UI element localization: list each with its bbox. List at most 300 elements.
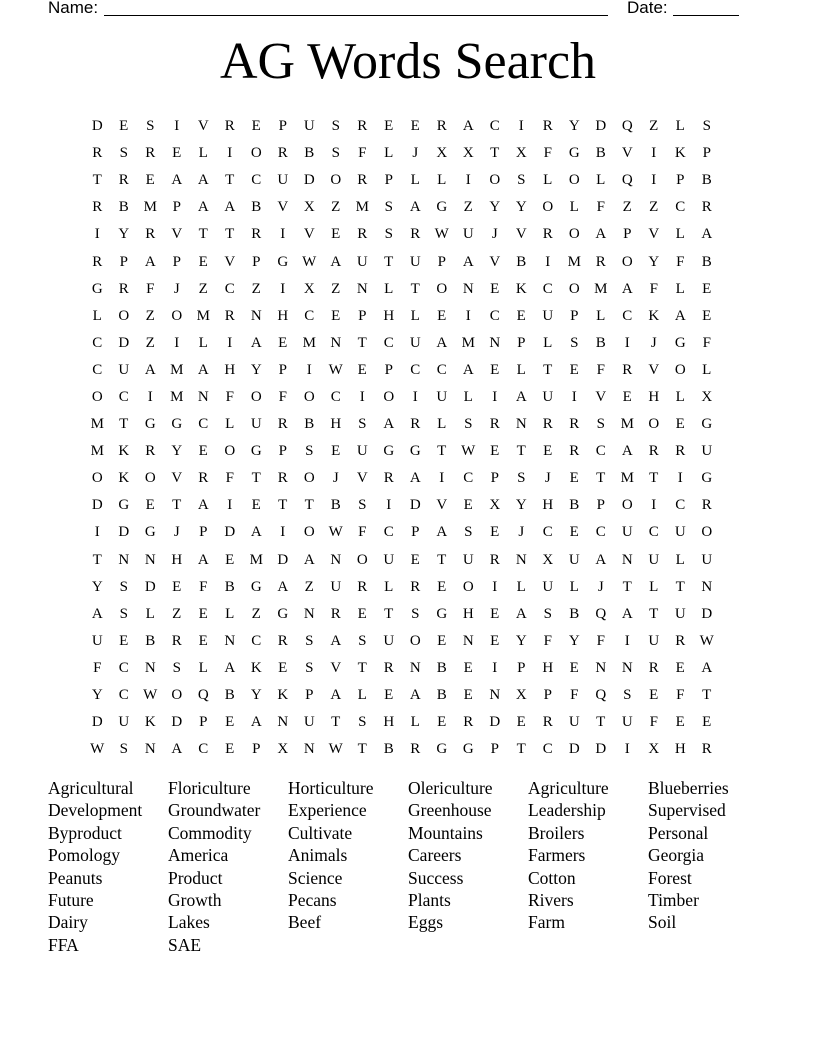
grid-cell[interactable]: G: [144, 416, 156, 433]
grid-cell[interactable]: Z: [622, 199, 632, 216]
grid-cell[interactable]: Z: [145, 334, 155, 351]
grid-cell[interactable]: A: [197, 497, 209, 514]
grid-cell[interactable]: L: [145, 605, 155, 622]
grid-cell[interactable]: B: [304, 416, 315, 433]
grid-cell[interactable]: S: [596, 416, 605, 433]
grid-cell[interactable]: T: [649, 470, 659, 487]
grid-cell[interactable]: S: [119, 605, 128, 622]
grid-cell[interactable]: K: [277, 687, 289, 704]
grid-cell[interactable]: C: [383, 334, 394, 351]
grid-cell[interactable]: I: [174, 334, 180, 351]
grid-cell[interactable]: R: [542, 118, 553, 135]
grid-cell[interactable]: Z: [145, 307, 155, 324]
grid-cell[interactable]: P: [278, 443, 287, 460]
grid-cell[interactable]: W: [699, 632, 714, 649]
grid-cell[interactable]: E: [172, 145, 182, 162]
grid-cell[interactable]: H: [648, 388, 660, 405]
grid-cell[interactable]: T: [172, 497, 182, 514]
grid-cell[interactable]: R: [701, 497, 712, 514]
grid-cell[interactable]: T: [596, 470, 606, 487]
grid-cell[interactable]: T: [251, 470, 261, 487]
grid-cell[interactable]: I: [651, 145, 657, 162]
grid-cell[interactable]: I: [518, 118, 524, 135]
grid-cell[interactable]: C: [118, 659, 129, 676]
grid-cell[interactable]: B: [330, 497, 341, 514]
grid-cell[interactable]: P: [172, 253, 181, 270]
grid-cell[interactable]: P: [252, 253, 261, 270]
grid-cell[interactable]: O: [648, 416, 660, 433]
grid-cell[interactable]: D: [91, 118, 103, 135]
grid-cell[interactable]: E: [490, 524, 500, 541]
grid-cell[interactable]: B: [304, 145, 315, 162]
grid-cell[interactable]: E: [357, 605, 367, 622]
grid-cell[interactable]: O: [356, 551, 368, 568]
grid-cell[interactable]: E: [278, 334, 288, 351]
grid-cell[interactable]: O: [409, 632, 421, 649]
grid-cell[interactable]: O: [621, 253, 633, 270]
grid-cell[interactable]: Z: [463, 199, 473, 216]
grid-cell[interactable]: U: [648, 632, 660, 649]
grid-cell[interactable]: D: [91, 714, 103, 731]
grid-cell[interactable]: U: [383, 632, 395, 649]
grid-cell[interactable]: S: [384, 226, 393, 243]
grid-cell[interactable]: R: [92, 253, 103, 270]
grid-cell[interactable]: U: [330, 578, 342, 595]
grid-cell[interactable]: A: [462, 253, 474, 270]
grid-cell[interactable]: Z: [649, 199, 659, 216]
grid-cell[interactable]: V: [197, 118, 209, 135]
grid-cell[interactable]: B: [145, 632, 156, 649]
grid-cell[interactable]: N: [621, 551, 633, 568]
grid-cell[interactable]: L: [649, 578, 659, 595]
grid-cell[interactable]: Z: [304, 578, 314, 595]
grid-cell[interactable]: T: [410, 280, 420, 297]
grid-cell[interactable]: S: [411, 605, 420, 622]
grid-cell[interactable]: S: [384, 199, 393, 216]
grid-cell[interactable]: A: [515, 605, 527, 622]
grid-cell[interactable]: T: [516, 443, 526, 460]
grid-cell[interactable]: R: [463, 714, 474, 731]
grid-cell[interactable]: G: [171, 416, 183, 433]
grid-cell[interactable]: N: [277, 714, 289, 731]
grid-cell[interactable]: L: [569, 578, 579, 595]
grid-cell[interactable]: L: [225, 416, 235, 433]
grid-cell[interactable]: C: [622, 307, 633, 324]
grid-cell[interactable]: A: [171, 172, 183, 189]
grid-cell[interactable]: N: [303, 741, 315, 758]
grid-cell[interactable]: B: [569, 497, 580, 514]
grid-cell[interactable]: W: [302, 253, 317, 270]
grid-cell[interactable]: S: [543, 605, 552, 622]
grid-cell[interactable]: U: [701, 443, 713, 460]
grid-cell[interactable]: G: [462, 741, 474, 758]
grid-cell[interactable]: E: [702, 280, 712, 297]
grid-cell[interactable]: A: [621, 443, 633, 460]
grid-cell[interactable]: A: [197, 172, 209, 189]
grid-cell[interactable]: D: [277, 551, 289, 568]
grid-cell[interactable]: C: [463, 470, 474, 487]
grid-cell[interactable]: L: [357, 687, 367, 704]
grid-cell[interactable]: L: [543, 334, 553, 351]
grid-cell[interactable]: E: [675, 416, 685, 433]
grid-cell[interactable]: N: [144, 551, 156, 568]
grid-cell[interactable]: R: [675, 632, 686, 649]
grid-cell[interactable]: R: [277, 416, 288, 433]
grid-cell[interactable]: G: [674, 334, 686, 351]
grid-cell[interactable]: Y: [489, 199, 501, 216]
grid-cell[interactable]: F: [596, 361, 605, 378]
grid-cell[interactable]: Q: [621, 172, 633, 189]
grid-cell[interactable]: R: [118, 280, 129, 297]
grid-cell[interactable]: Y: [568, 118, 580, 135]
grid-cell[interactable]: B: [701, 253, 712, 270]
grid-cell[interactable]: S: [358, 714, 367, 731]
grid-cell[interactable]: Z: [251, 605, 261, 622]
grid-cell[interactable]: R: [648, 443, 659, 460]
grid-cell[interactable]: F: [199, 578, 208, 595]
grid-cell[interactable]: L: [596, 307, 606, 324]
grid-cell[interactable]: C: [648, 524, 659, 541]
grid-cell[interactable]: P: [305, 687, 314, 704]
grid-cell[interactable]: Y: [91, 687, 103, 704]
grid-cell[interactable]: D: [595, 118, 607, 135]
grid-cell[interactable]: A: [595, 551, 607, 568]
grid-cell[interactable]: O: [489, 172, 501, 189]
grid-cell[interactable]: T: [437, 443, 447, 460]
grid-cell[interactable]: C: [436, 361, 447, 378]
grid-cell[interactable]: M: [355, 199, 369, 216]
grid-cell[interactable]: V: [277, 199, 289, 216]
grid-cell[interactable]: B: [595, 334, 606, 351]
grid-cell[interactable]: E: [410, 118, 420, 135]
grid-cell[interactable]: K: [144, 714, 156, 731]
grid-cell[interactable]: D: [118, 524, 130, 541]
grid-cell[interactable]: G: [436, 199, 448, 216]
grid-cell[interactable]: U: [674, 605, 686, 622]
grid-cell[interactable]: X: [462, 145, 474, 162]
grid-cell[interactable]: B: [436, 659, 447, 676]
grid-cell[interactable]: J: [597, 578, 604, 595]
grid-cell[interactable]: R: [622, 361, 633, 378]
grid-cell[interactable]: J: [412, 145, 419, 162]
grid-cell[interactable]: V: [171, 226, 183, 243]
grid-cell[interactable]: I: [624, 334, 630, 351]
grid-cell[interactable]: C: [118, 687, 129, 704]
grid-cell[interactable]: Y: [91, 578, 103, 595]
grid-cell[interactable]: G: [409, 443, 421, 460]
grid-cell[interactable]: R: [171, 632, 182, 649]
date-line[interactable]: [673, 15, 739, 16]
grid-cell[interactable]: A: [250, 524, 262, 541]
grid-cell[interactable]: S: [305, 659, 314, 676]
grid-cell[interactable]: S: [570, 334, 579, 351]
grid-cell[interactable]: O: [171, 687, 183, 704]
grid-cell[interactable]: S: [331, 145, 340, 162]
grid-cell[interactable]: M: [170, 361, 184, 378]
grid-cell[interactable]: G: [277, 253, 289, 270]
grid-cell[interactable]: U: [462, 551, 474, 568]
grid-cell[interactable]: P: [199, 524, 208, 541]
grid-cell[interactable]: E: [569, 659, 579, 676]
grid-cell[interactable]: N: [489, 687, 501, 704]
grid-cell[interactable]: H: [330, 416, 342, 433]
grid-cell[interactable]: V: [648, 226, 660, 243]
grid-cell[interactable]: E: [437, 307, 447, 324]
grid-cell[interactable]: T: [543, 361, 553, 378]
grid-cell[interactable]: R: [224, 307, 235, 324]
grid-cell[interactable]: D: [568, 741, 580, 758]
grid-cell[interactable]: L: [437, 416, 447, 433]
grid-cell[interactable]: B: [251, 199, 262, 216]
grid-cell[interactable]: I: [545, 253, 551, 270]
grid-cell[interactable]: R: [383, 470, 394, 487]
grid-cell[interactable]: O: [250, 145, 262, 162]
grid-cell[interactable]: E: [437, 632, 447, 649]
grid-cell[interactable]: R: [410, 416, 421, 433]
grid-cell[interactable]: A: [224, 199, 236, 216]
grid-cell[interactable]: E: [119, 632, 129, 649]
grid-cell[interactable]: W: [328, 361, 343, 378]
grid-cell[interactable]: A: [462, 118, 474, 135]
grid-cell[interactable]: C: [118, 388, 129, 405]
grid-cell[interactable]: I: [677, 470, 683, 487]
grid-cell[interactable]: U: [542, 578, 554, 595]
grid-cell[interactable]: K: [674, 145, 686, 162]
grid-cell[interactable]: F: [676, 687, 685, 704]
grid-cell[interactable]: X: [303, 199, 315, 216]
grid-cell[interactable]: E: [225, 741, 235, 758]
grid-cell[interactable]: A: [330, 687, 342, 704]
grid-cell[interactable]: E: [569, 524, 579, 541]
grid-cell[interactable]: S: [331, 118, 340, 135]
grid-cell[interactable]: U: [409, 334, 421, 351]
grid-cell[interactable]: P: [278, 118, 287, 135]
grid-cell[interactable]: H: [542, 659, 554, 676]
grid-cell[interactable]: R: [436, 118, 447, 135]
grid-cell[interactable]: N: [330, 551, 342, 568]
grid-cell[interactable]: I: [147, 388, 153, 405]
grid-cell[interactable]: D: [91, 497, 103, 514]
grid-cell[interactable]: Z: [331, 280, 341, 297]
grid-cell[interactable]: N: [515, 416, 527, 433]
grid-cell[interactable]: A: [515, 388, 527, 405]
grid-cell[interactable]: U: [303, 118, 315, 135]
grid-cell[interactable]: E: [331, 307, 341, 324]
grid-cell[interactable]: T: [649, 605, 659, 622]
grid-cell[interactable]: S: [464, 524, 473, 541]
grid-cell[interactable]: R: [145, 443, 156, 460]
grid-cell[interactable]: B: [436, 687, 447, 704]
grid-cell[interactable]: V: [303, 226, 315, 243]
grid-cell[interactable]: X: [515, 145, 527, 162]
grid-cell[interactable]: Y: [171, 443, 183, 460]
grid-cell[interactable]: R: [595, 253, 606, 270]
grid-cell[interactable]: R: [542, 226, 553, 243]
grid-cell[interactable]: C: [92, 334, 103, 351]
grid-cell[interactable]: H: [462, 605, 474, 622]
grid-cell[interactable]: F: [676, 253, 685, 270]
grid-cell[interactable]: T: [357, 741, 367, 758]
grid-cell[interactable]: B: [701, 172, 712, 189]
grid-cell[interactable]: P: [623, 226, 632, 243]
grid-cell[interactable]: M: [249, 551, 263, 568]
grid-cell[interactable]: P: [278, 361, 287, 378]
grid-cell[interactable]: I: [174, 118, 180, 135]
grid-cell[interactable]: M: [302, 334, 316, 351]
grid-cell[interactable]: R: [198, 470, 209, 487]
grid-cell[interactable]: Q: [595, 687, 607, 704]
grid-cell[interactable]: A: [409, 687, 421, 704]
grid-cell[interactable]: A: [462, 361, 474, 378]
grid-cell[interactable]: C: [251, 632, 262, 649]
grid-cell[interactable]: N: [515, 551, 527, 568]
grid-cell[interactable]: I: [280, 524, 286, 541]
grid-cell[interactable]: O: [250, 388, 262, 405]
grid-cell[interactable]: S: [119, 741, 128, 758]
grid-cell[interactable]: J: [518, 524, 525, 541]
grid-cell[interactable]: O: [303, 524, 315, 541]
grid-cell[interactable]: Y: [515, 199, 527, 216]
grid-cell[interactable]: S: [464, 416, 473, 433]
grid-cell[interactable]: B: [569, 605, 580, 622]
grid-cell[interactable]: S: [358, 497, 367, 514]
grid-cell[interactable]: M: [90, 416, 104, 433]
grid-cell[interactable]: D: [171, 714, 183, 731]
grid-cell[interactable]: L: [198, 334, 208, 351]
grid-cell[interactable]: N: [118, 551, 130, 568]
grid-cell[interactable]: W: [434, 226, 449, 243]
grid-cell[interactable]: T: [516, 741, 526, 758]
grid-cell[interactable]: H: [383, 307, 395, 324]
grid-cell[interactable]: I: [412, 388, 418, 405]
grid-cell[interactable]: U: [621, 524, 633, 541]
grid-cell[interactable]: S: [358, 416, 367, 433]
grid-cell[interactable]: T: [357, 659, 367, 676]
grid-cell[interactable]: E: [198, 253, 208, 270]
grid-cell[interactable]: G: [436, 605, 448, 622]
grid-cell[interactable]: W: [461, 443, 476, 460]
grid-cell[interactable]: A: [409, 199, 421, 216]
grid-cell[interactable]: I: [492, 388, 498, 405]
grid-cell[interactable]: K: [648, 307, 660, 324]
grid-cell[interactable]: Y: [648, 253, 660, 270]
grid-cell[interactable]: P: [570, 307, 579, 324]
grid-cell[interactable]: O: [542, 199, 554, 216]
grid-cell[interactable]: N: [489, 334, 501, 351]
grid-cell[interactable]: I: [651, 172, 657, 189]
grid-cell[interactable]: L: [702, 361, 712, 378]
grid-cell[interactable]: E: [569, 361, 579, 378]
grid-cell[interactable]: M: [620, 470, 634, 487]
grid-cell[interactable]: C: [542, 741, 553, 758]
grid-cell[interactable]: A: [250, 334, 262, 351]
grid-cell[interactable]: Q: [621, 118, 633, 135]
grid-cell[interactable]: E: [622, 388, 632, 405]
grid-cell[interactable]: E: [463, 659, 473, 676]
grid-cell[interactable]: E: [702, 307, 712, 324]
grid-cell[interactable]: A: [144, 253, 156, 270]
grid-cell[interactable]: E: [331, 443, 341, 460]
grid-cell[interactable]: V: [595, 388, 607, 405]
grid-cell[interactable]: T: [384, 253, 394, 270]
grid-cell[interactable]: K: [250, 659, 262, 676]
grid-cell[interactable]: I: [227, 334, 233, 351]
grid-cell[interactable]: F: [570, 687, 579, 704]
grid-cell[interactable]: C: [675, 199, 686, 216]
grid-cell[interactable]: L: [384, 578, 394, 595]
grid-cell[interactable]: O: [91, 470, 103, 487]
grid-cell[interactable]: R: [410, 578, 421, 595]
grid-cell[interactable]: P: [172, 199, 181, 216]
grid-cell[interactable]: J: [544, 470, 551, 487]
grid-cell[interactable]: A: [171, 741, 183, 758]
grid-cell[interactable]: L: [675, 551, 685, 568]
grid-cell[interactable]: O: [436, 280, 448, 297]
grid-cell[interactable]: E: [198, 605, 208, 622]
grid-cell[interactable]: I: [306, 361, 312, 378]
grid-cell[interactable]: L: [596, 172, 606, 189]
grid-cell[interactable]: O: [144, 470, 156, 487]
grid-cell[interactable]: M: [567, 253, 581, 270]
grid-cell[interactable]: N: [621, 659, 633, 676]
grid-cell[interactable]: P: [199, 714, 208, 731]
grid-cell[interactable]: T: [225, 172, 235, 189]
grid-cell[interactable]: A: [674, 307, 686, 324]
grid-cell[interactable]: E: [251, 118, 261, 135]
grid-cell[interactable]: L: [437, 172, 447, 189]
grid-cell[interactable]: N: [595, 659, 607, 676]
grid-cell[interactable]: C: [489, 307, 500, 324]
grid-cell[interactable]: L: [543, 172, 553, 189]
grid-cell[interactable]: E: [490, 632, 500, 649]
grid-cell[interactable]: P: [411, 524, 420, 541]
grid-cell[interactable]: P: [384, 361, 393, 378]
grid-cell[interactable]: X: [436, 145, 448, 162]
grid-cell[interactable]: E: [569, 470, 579, 487]
grid-cell[interactable]: R: [410, 226, 421, 243]
grid-cell[interactable]: R: [357, 578, 368, 595]
grid-cell[interactable]: R: [330, 605, 341, 622]
grid-cell[interactable]: A: [197, 199, 209, 216]
grid-cell[interactable]: R: [648, 659, 659, 676]
grid-cell[interactable]: T: [92, 172, 102, 189]
grid-cell[interactable]: O: [303, 388, 315, 405]
grid-cell[interactable]: I: [571, 388, 577, 405]
grid-cell[interactable]: F: [225, 470, 234, 487]
grid-cell[interactable]: H: [171, 551, 183, 568]
grid-cell[interactable]: H: [383, 714, 395, 731]
grid-cell[interactable]: R: [251, 226, 262, 243]
grid-cell[interactable]: R: [542, 416, 553, 433]
grid-cell[interactable]: I: [227, 145, 233, 162]
grid-cell[interactable]: C: [542, 280, 553, 297]
grid-cell[interactable]: R: [383, 659, 394, 676]
grid-cell[interactable]: E: [145, 172, 155, 189]
grid-cell[interactable]: S: [623, 687, 632, 704]
grid-cell[interactable]: I: [227, 497, 233, 514]
grid-cell[interactable]: A: [701, 226, 713, 243]
grid-cell[interactable]: C: [224, 280, 235, 297]
grid-cell[interactable]: O: [621, 497, 633, 514]
grid-cell[interactable]: R: [357, 226, 368, 243]
grid-cell[interactable]: E: [225, 714, 235, 731]
grid-cell[interactable]: I: [624, 632, 630, 649]
grid-cell[interactable]: J: [650, 334, 657, 351]
grid-cell[interactable]: L: [225, 605, 235, 622]
grid-cell[interactable]: K: [118, 470, 130, 487]
grid-cell[interactable]: C: [383, 524, 394, 541]
grid-cell[interactable]: A: [277, 578, 289, 595]
